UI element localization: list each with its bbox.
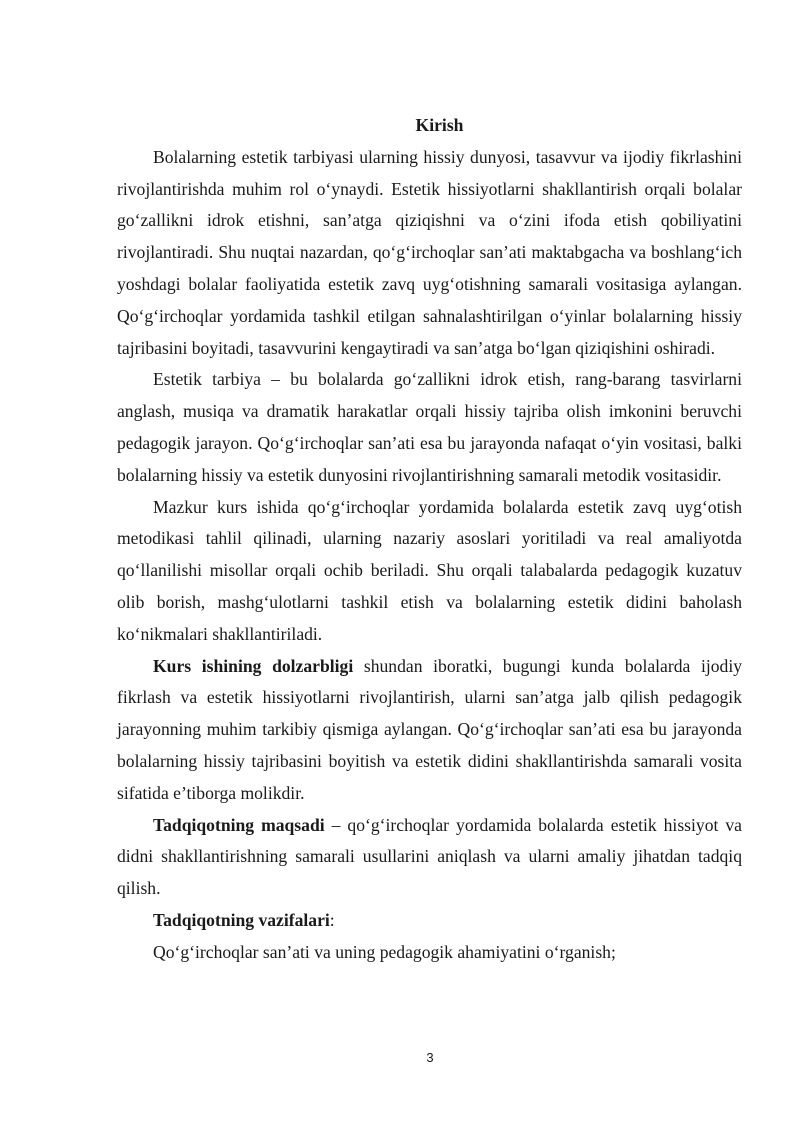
- paragraph-intro: [117, 142, 742, 365]
- paragraph-lead: Tadqiqotning vazifalari: [153, 909, 330, 930]
- paragraph-relevance: [117, 651, 742, 810]
- paragraph-lead: Kurs ishining dolzarbligi: [153, 655, 354, 676]
- paragraph-research-tasks: [117, 905, 742, 937]
- page-body: [117, 110, 742, 969]
- paragraph-text: Bolalarning estetik tarbiyasi ularning hissiy dunyosi, tasavvur va ijodiy fikrlashini rivojlantirishda muhim rol oʻynaydi. Estetik hissiyotlarni shakllantirish orqali bolalar goʻzallikni idrok etishni, san’atga qiziqishni va oʻzini ifoda etish qobiliyatini rivojlantiradi. Shu nuqtai nazardan, qoʻgʻirchoqlar san’ati maktabgacha va boshlangʻich yoshdagi bolalar faoliyatida estetik zavq uygʻotishning samarali vositasiga aylangan. Qoʻgʻirchoqlar yordamida tashkil etilgan sahnalashtirilgan oʻyinlar bolalarning hissiy tajribasini boyitadi, tasavvurini kengaytiradi va san’atga boʻlgan qiziqishini oshiradi.: [117, 146, 742, 358]
- paragraph-text: Mazkur kurs ishida qoʻgʻirchoqlar yordamida bolalarda estetik zavq uygʻotish metodikasi tahlil qilinadi, ularning nazariy asoslari yoritiladi va real amaliyotda qoʻllanilishi misollar orqali ochib beriladi. Shu orqali talabalarda pedagogik kuzatuv olib borish, mashgʻulotlarni tashkil etish va bolalarning estetik didini baholash koʻnikmalari shakllantiriladi.: [117, 496, 742, 644]
- paragraph-research-goal: [117, 810, 742, 905]
- paragraph-text: Qoʻgʻirchoqlar san’ati va uning pedagogik ahamiyatini oʻrganish;: [153, 941, 616, 962]
- paragraph-text: :: [329, 909, 335, 930]
- paragraph-text: shundan iboratki, bugungi kunda bolalarda ijodiy fikrlash va estetik hissiyotlarni rivojlantirish, ularni san’atga jalb qilish pedagogik jarayonning muhim tarkibiy qismiga aylangan. Qoʻgʻirchoqlar san’ati esa bu jarayonda bolalarning hissiy tajribasini boyitish va estetik didini shakllantirishda samarali vosita sifatida e’tiborga molikdir.: [117, 655, 743, 803]
- page-number: 3: [426, 1050, 434, 1065]
- paragraph-aesthetic-education: [117, 364, 742, 491]
- paragraph-task-item: [117, 937, 742, 969]
- paragraph-lead: Tadqiqotning maqsadi: [153, 814, 325, 835]
- section-title: Kirish: [415, 115, 464, 135]
- paragraph-text: – qoʻgʻirchoqlar yordamida bolalarda estetik hissiyot va didni shakllantirishning samarali usullarini aniqlash va ularni amaliy jihatdan tadqiq qilish.: [117, 814, 742, 899]
- paragraph-course-work: [117, 492, 742, 651]
- paragraph-text: Estetik tarbiya – bu bolalarda goʻzallikni idrok etish, rang-barang tasvirlarni anglash, musiqa va dramatik harakatlar orqali hissiy tajriba olish imkonini beruvchi pedagogik jarayon. Qoʻgʻirchoqlar san’ati esa bu jarayonda nafaqat oʻyin vositasi, balki bolalarning hissiy va estetik dunyosini rivojlantirishning samarali metodik vositasidir.: [117, 369, 742, 485]
